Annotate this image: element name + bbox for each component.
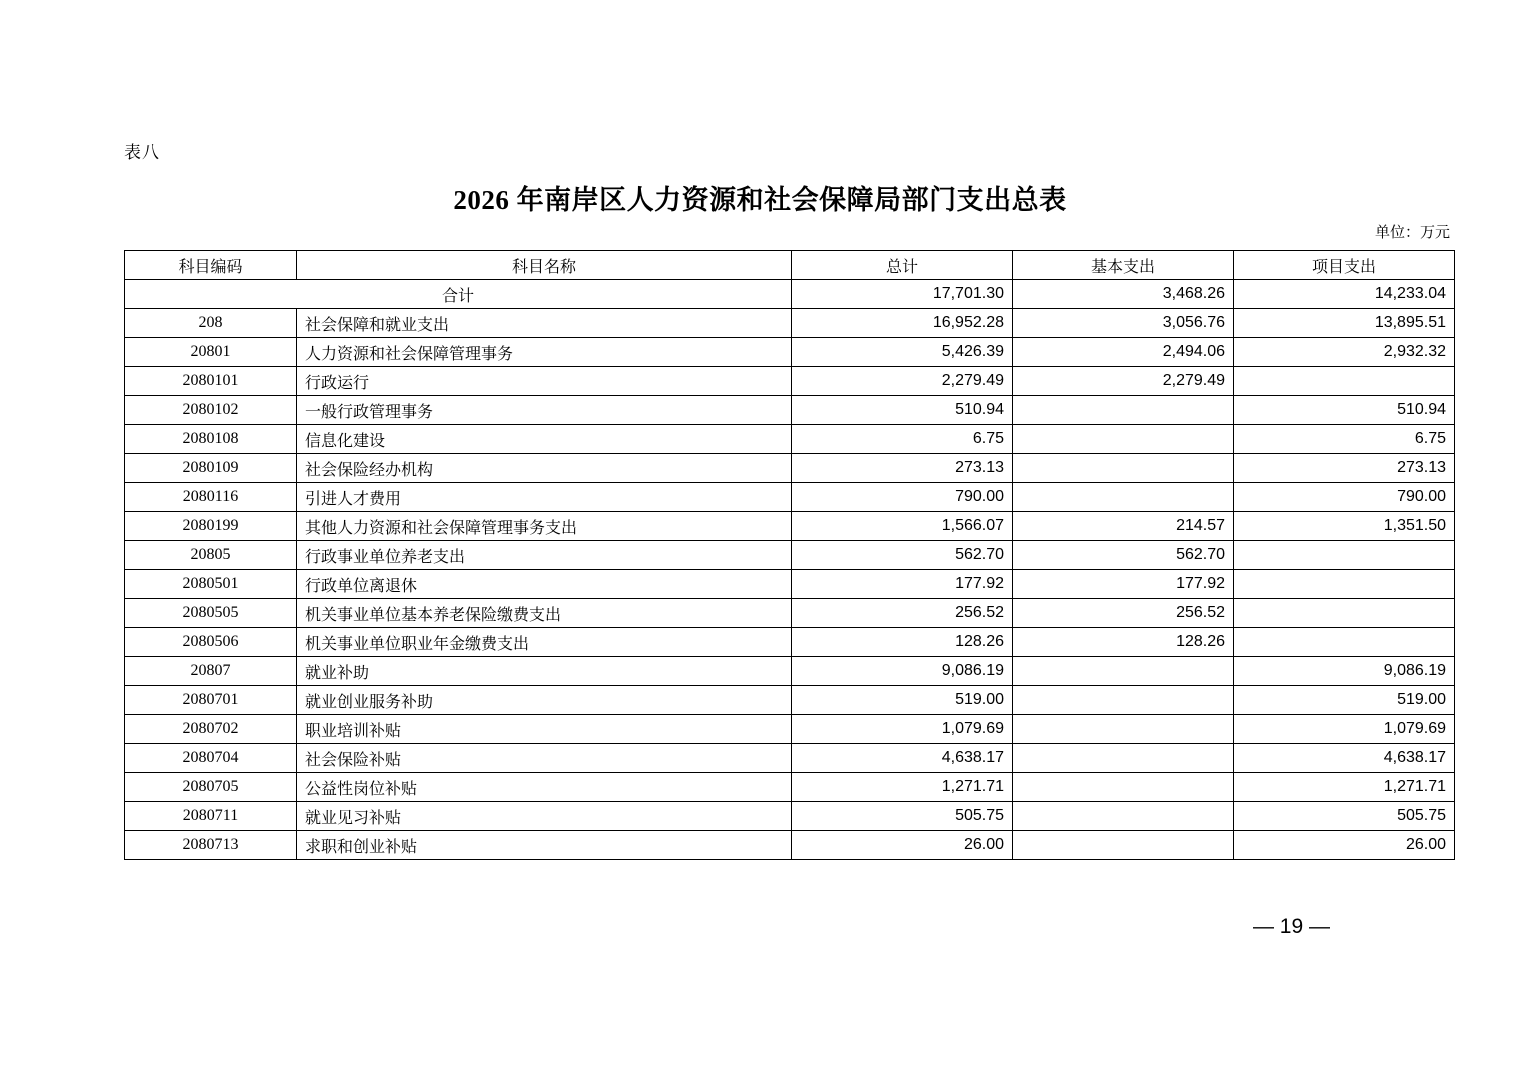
- row-name: 一般行政管理事务: [297, 396, 792, 425]
- row-code: 20807: [125, 657, 297, 686]
- row-name: 人力资源和社会保障管理事务: [297, 338, 792, 367]
- row-total: 519.00: [792, 686, 1013, 715]
- row-name: 引进人才费用: [297, 483, 792, 512]
- row-project: [1234, 367, 1455, 396]
- row-basic: [1013, 396, 1234, 425]
- table-row: [125, 657, 1455, 686]
- row-name: 机关事业单位职业年金缴费支出: [297, 628, 792, 657]
- row-name: 机关事业单位基本养老保险缴费支出: [297, 599, 792, 628]
- table-row: [125, 599, 1455, 628]
- row-basic: 177.92: [1013, 570, 1234, 599]
- table-row: [125, 628, 1455, 657]
- row-code: 2080506: [125, 628, 297, 657]
- row-basic: 2,279.49: [1013, 367, 1234, 396]
- row-basic: [1013, 773, 1234, 802]
- row-name: 行政单位离退休: [297, 570, 792, 599]
- row-project: [1234, 541, 1455, 570]
- table-row: [125, 280, 1455, 309]
- row-code: 2080501: [125, 570, 297, 599]
- table-header: [125, 251, 1455, 280]
- row-code: 2080702: [125, 715, 297, 744]
- budget-table-container: [124, 250, 1454, 860]
- row-basic: [1013, 831, 1234, 860]
- row-project: 26.00: [1234, 831, 1455, 860]
- row-name: 就业创业服务补助: [297, 686, 792, 715]
- row-total: 26.00: [792, 831, 1013, 860]
- row-basic: [1013, 657, 1234, 686]
- row-total: 4,638.17: [792, 744, 1013, 773]
- row-project: 1,079.69: [1234, 715, 1455, 744]
- table-row: [125, 396, 1455, 425]
- row-project: 505.75: [1234, 802, 1455, 831]
- row-name: 职业培训补贴: [297, 715, 792, 744]
- table-row: [125, 425, 1455, 454]
- row-name: 就业见习补贴: [297, 802, 792, 831]
- row-code: 2080102: [125, 396, 297, 425]
- row-basic: 128.26: [1013, 628, 1234, 657]
- row-total: 9,086.19: [792, 657, 1013, 686]
- row-project: 519.00: [1234, 686, 1455, 715]
- row-project: 790.00: [1234, 483, 1455, 512]
- row-project: 6.75: [1234, 425, 1455, 454]
- row-project: 4,638.17: [1234, 744, 1455, 773]
- column-header-name: 科目名称: [297, 251, 792, 280]
- budget-table: [124, 250, 1455, 860]
- row-code: 2080711: [125, 802, 297, 831]
- row-name: 公益性岗位补贴: [297, 773, 792, 802]
- row-total: 17,701.30: [792, 280, 1013, 309]
- row-total: 6.75: [792, 425, 1013, 454]
- row-total: 562.70: [792, 541, 1013, 570]
- row-basic: 3,056.76: [1013, 309, 1234, 338]
- row-code: 2080101: [125, 367, 297, 396]
- row-basic: [1013, 744, 1234, 773]
- table-row: [125, 454, 1455, 483]
- row-basic: [1013, 454, 1234, 483]
- row-project: 273.13: [1234, 454, 1455, 483]
- row-total: 128.26: [792, 628, 1013, 657]
- row-name: 社会保障和就业支出: [297, 309, 792, 338]
- table-header-row: [125, 251, 1455, 280]
- row-basic: 256.52: [1013, 599, 1234, 628]
- row-basic: [1013, 802, 1234, 831]
- row-project: 14,233.04: [1234, 280, 1455, 309]
- row-code: 2080505: [125, 599, 297, 628]
- table-row: [125, 309, 1455, 338]
- row-total: 505.75: [792, 802, 1013, 831]
- row-total: 256.52: [792, 599, 1013, 628]
- row-total: 790.00: [792, 483, 1013, 512]
- row-project: 9,086.19: [1234, 657, 1455, 686]
- unit-note: 单位：万元: [1374, 225, 1450, 241]
- row-code: 2080108: [125, 425, 297, 454]
- table-row: [125, 715, 1455, 744]
- row-total: 16,952.28: [792, 309, 1013, 338]
- row-name: 社会保险经办机构: [297, 454, 792, 483]
- row-code: 2080701: [125, 686, 297, 715]
- row-basic: 2,494.06: [1013, 338, 1234, 367]
- row-basic: [1013, 715, 1234, 744]
- row-project: [1234, 570, 1455, 599]
- row-code: 208: [125, 309, 297, 338]
- table-row: [125, 831, 1455, 860]
- table-row: [125, 541, 1455, 570]
- row-project: [1234, 599, 1455, 628]
- row-total: 1,079.69: [792, 715, 1013, 744]
- row-basic: [1013, 483, 1234, 512]
- table-row: [125, 483, 1455, 512]
- table-body: [125, 280, 1455, 860]
- row-total: 1,271.71: [792, 773, 1013, 802]
- table-row: [125, 802, 1455, 831]
- row-project: 13,895.51: [1234, 309, 1455, 338]
- row-name: 行政运行: [297, 367, 792, 396]
- row-total: 5,426.39: [792, 338, 1013, 367]
- column-header-basic: 基本支出: [1013, 251, 1234, 280]
- table-row: [125, 773, 1455, 802]
- row-name: 社会保险补贴: [297, 744, 792, 773]
- column-header-total: 总计: [792, 251, 1013, 280]
- table-row: [125, 367, 1455, 396]
- row-name: 信息化建设: [297, 425, 792, 454]
- row-code: 2080713: [125, 831, 297, 860]
- row-basic: [1013, 686, 1234, 715]
- row-project: 1,351.50: [1234, 512, 1455, 541]
- row-basic: 214.57: [1013, 512, 1234, 541]
- row-code: 20805: [125, 541, 297, 570]
- row-code: 2080116: [125, 483, 297, 512]
- table-row: [125, 338, 1455, 367]
- row-total: 510.94: [792, 396, 1013, 425]
- row-basic: 562.70: [1013, 541, 1234, 570]
- column-header-code: 科目编码: [125, 251, 297, 280]
- row-code: 2080199: [125, 512, 297, 541]
- row-total-label: 合计: [125, 280, 792, 309]
- row-project: [1234, 628, 1455, 657]
- row-name: 行政事业单位养老支出: [297, 541, 792, 570]
- page-title: 2026 年南岸区人力资源和社会保障局部门支出总表: [453, 185, 1067, 215]
- column-header-project: 项目支出: [1234, 251, 1455, 280]
- sheet-label: 表八: [124, 143, 160, 162]
- row-total: 2,279.49: [792, 367, 1013, 396]
- table-row: [125, 744, 1455, 773]
- row-code: 2080109: [125, 454, 297, 483]
- row-project: 1,271.71: [1234, 773, 1455, 802]
- row-project: 510.94: [1234, 396, 1455, 425]
- row-code: 2080704: [125, 744, 297, 773]
- row-total: 177.92: [792, 570, 1013, 599]
- row-name: 就业补助: [297, 657, 792, 686]
- row-basic: [1013, 425, 1234, 454]
- table-row: [125, 570, 1455, 599]
- row-code: 2080705: [125, 773, 297, 802]
- table-row: [125, 686, 1455, 715]
- page-number: — 19 —: [1252, 915, 1330, 938]
- table-row: [125, 512, 1455, 541]
- row-basic: 3,468.26: [1013, 280, 1234, 309]
- row-name: 求职和创业补贴: [297, 831, 792, 860]
- row-name: 其他人力资源和社会保障管理事务支出: [297, 512, 792, 541]
- row-total: 273.13: [792, 454, 1013, 483]
- row-total: 1,566.07: [792, 512, 1013, 541]
- row-project: 2,932.32: [1234, 338, 1455, 367]
- row-code: 20801: [125, 338, 297, 367]
